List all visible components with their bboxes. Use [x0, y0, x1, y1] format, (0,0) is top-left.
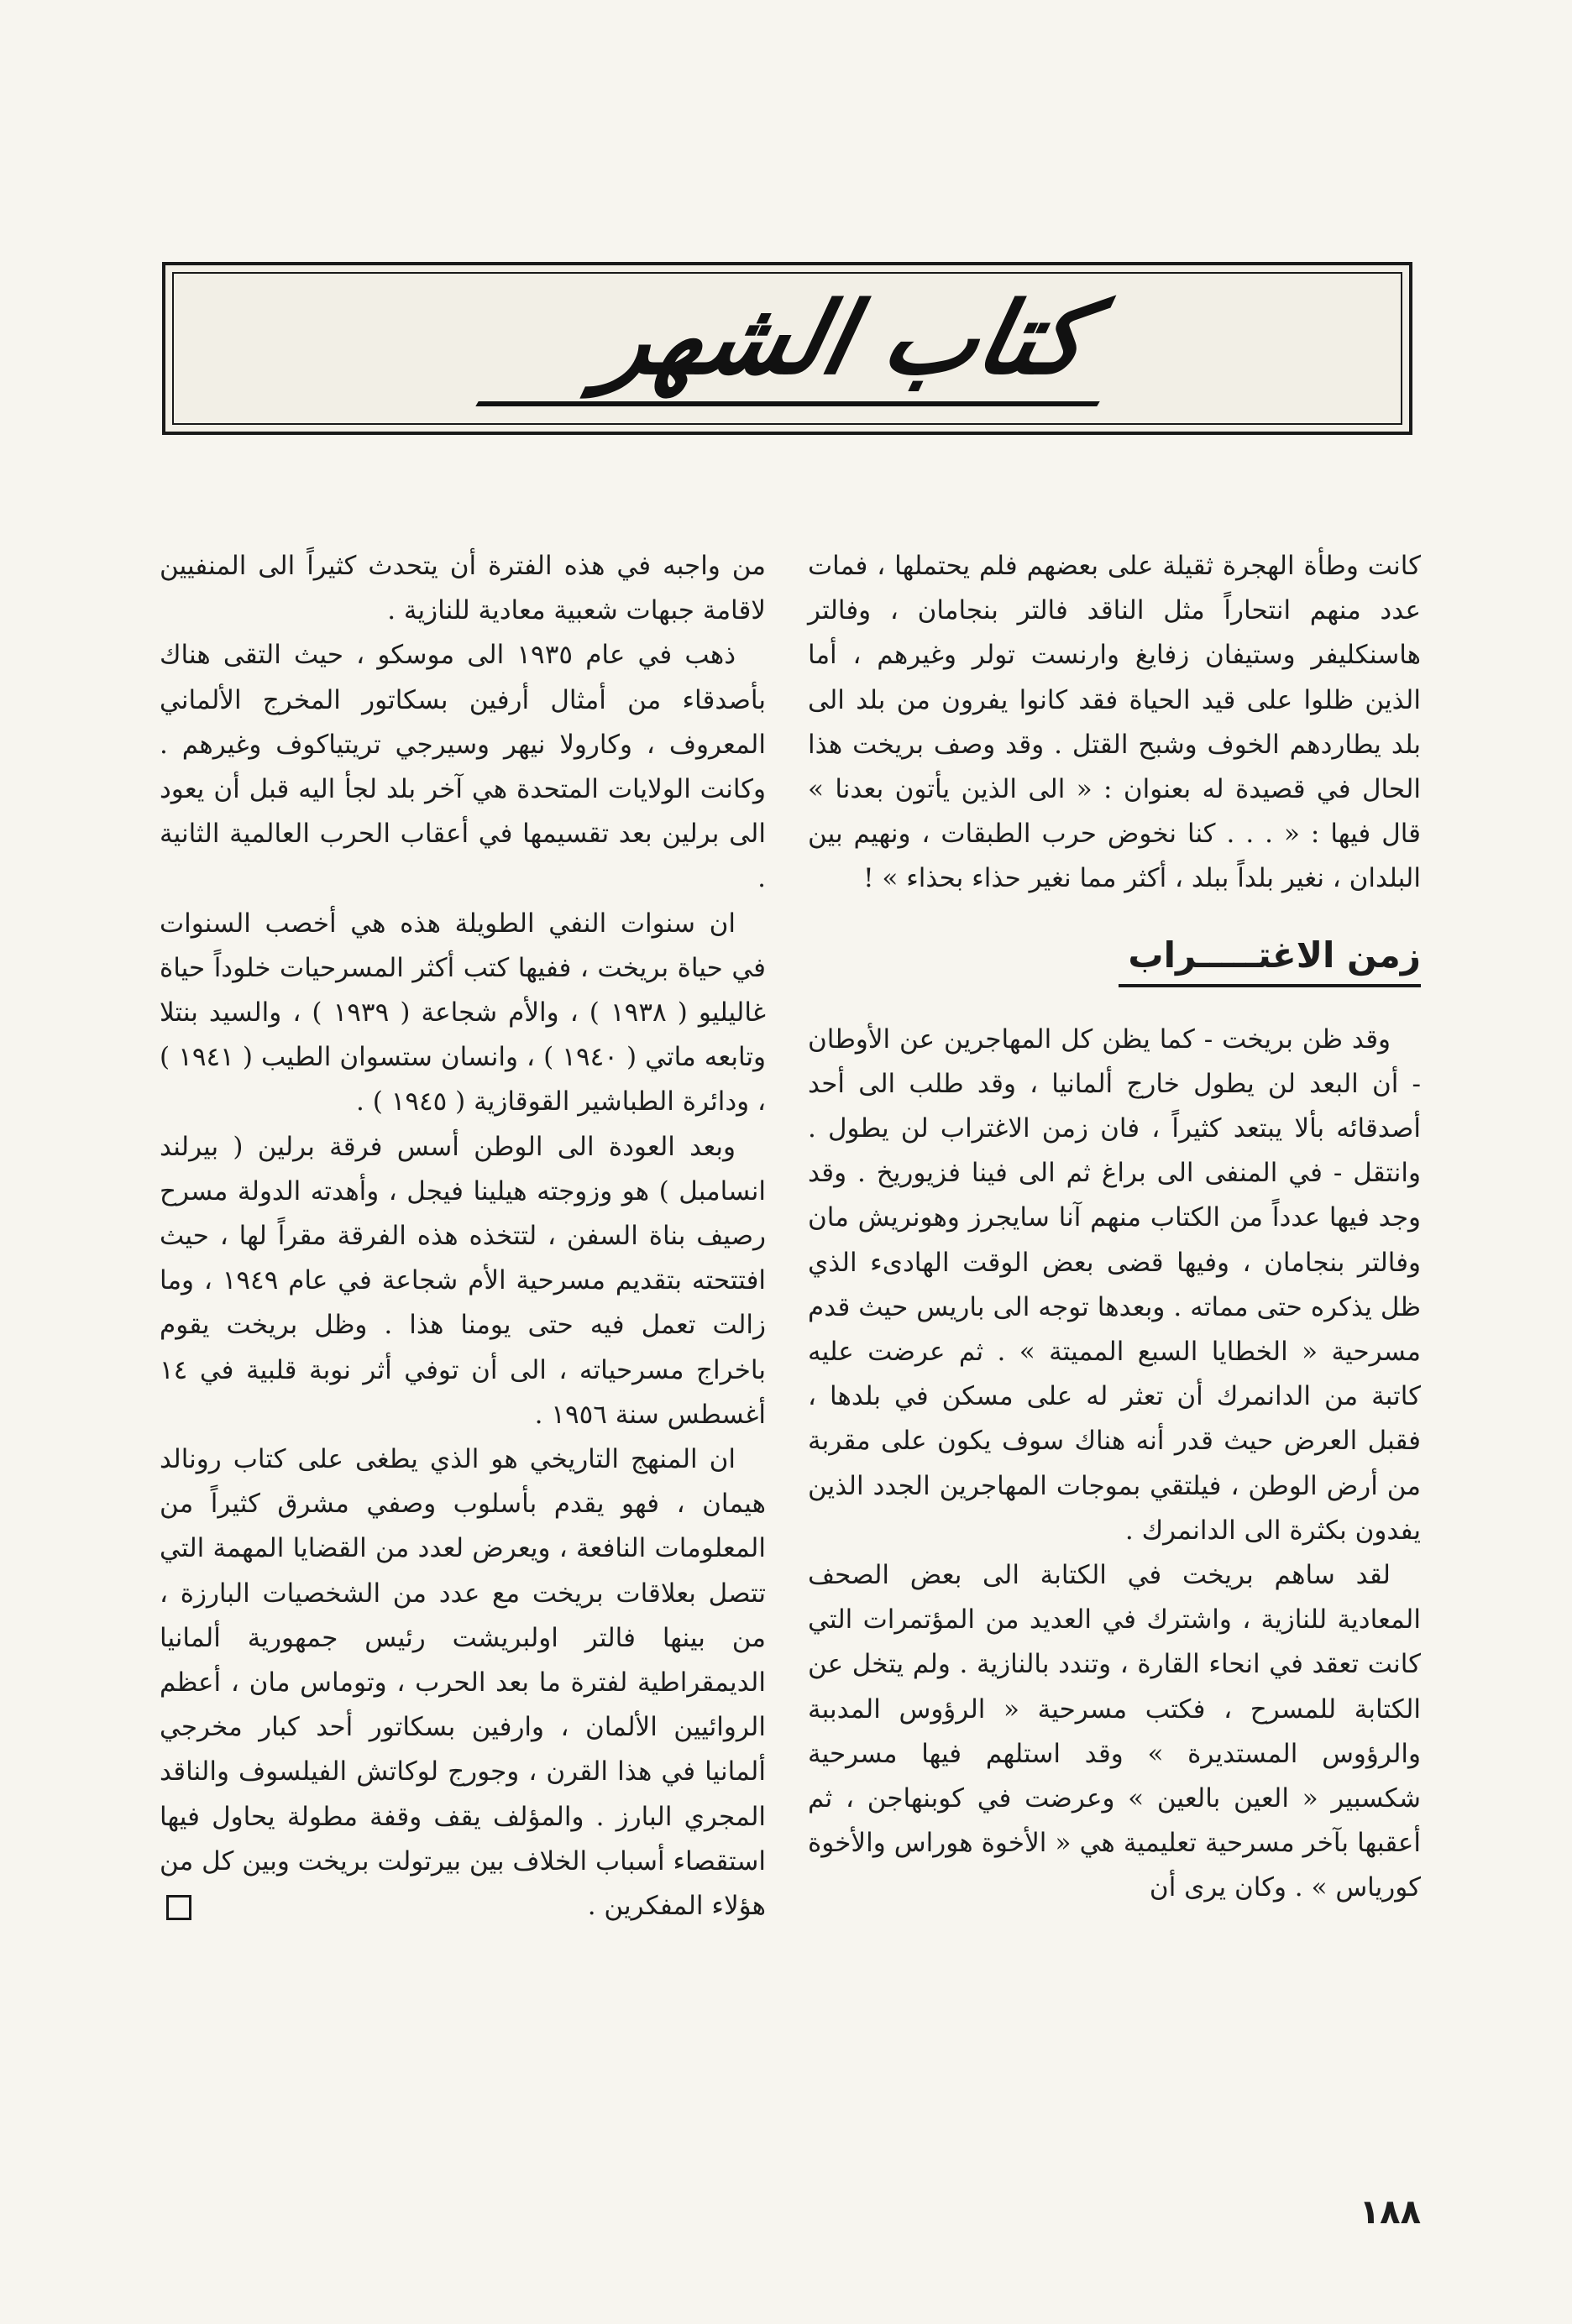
- page-number: ١٨٨: [1359, 2193, 1421, 2232]
- paragraph: وقد ظن بريخت - كما يظن كل المهاجرين عن الأوطان - أن البعد لن يطول خارج ألمانيا ، وقد طلب الى أحد أصدقائه بألا يبتعد كثيراً ، فان زمن الاغتراب لن يطول . وانتقل - في المنفى الى براغ ثم الى فينا فزيوريخ . وقد وجد فيها عدداً من الكتاب منهم آنا سايجرز وهونريش مان وفالتر بنجامان ، وفيها قضى بعض الوقت الهادىء الذي ظل يذكره حتى مماته . وبعدها توجه الى باريس حيث قدم مسرحية « الخطايا السبع المميتة » . ثم عرضت عليه كاتبة من الدانمرك أن تعثر له على مسكن في بلدها ، فقبل العرض حيث قدر أنه هناك سوف يكون على مقربة من أرض الوطن ، فيلتقي بموجات المهاجرين الجدد الذين يفدون بكثرة الى الدانمرك .: [808, 1023, 1421, 1546]
- paragraph: ذهب في عام ١٩٣٥ الى موسكو ، حيث التقى هناك بأصدقاء من أمثال أرفين بسكاتور المخرج الألماني المعروف ، وكارولا نيهر وسيرجي تريتياكوف وغيرهم . وكانت الولايات المتحدة هي آخر بلد لجأ اليه قبل أن يعود الى برلين بعد تقسيمها في أعقاب الحرب العالمية الثانية .: [160, 640, 766, 894]
- end-square-icon: [166, 1895, 191, 1920]
- banner-title: كتاب الشهر: [591, 280, 1098, 396]
- left-column: [160, 544, 766, 1929]
- paragraph: ان المنهج التاريخي هو الذي يطغى على كتاب رونالد هيمان ، فهو يقدم بأسلوب وصفي مشرق كثيراً من المعلومات النافعة ، ويعرض لعدد من القضايا المهمة التي تتصل بعلاقات بريخت مع عدد من الشخصيات البارزة ، من بينها فالتر اولبريشت رئيس جمهورية ألمانيا الديمقراطية لفترة ما بعد الحرب ، وتوماس مان ، أعظم الروائيين الألمان ، وارفين بسكاتور أحد كبار مخرجي ألمانيا في هذا القرن ، وجورج لوكاتش الفيلسوف والناقد المجري البارز . والمؤلف يقف وقفة مطولة يحاول فيها استقصاء أسباب الخلاف بين بيرتولت بريخت وبين كل من هؤلاء المفكرين .: [160, 1444, 766, 1922]
- banner-title-underline: [475, 401, 1099, 406]
- section-banner: [162, 262, 1412, 435]
- section-heading: زمن الاغتـــــراب: [1119, 930, 1421, 987]
- paragraph: كانت وطأة الهجرة ثقيلة على بعضهم فلم يحتملها ، فمات عدد منهم انتحاراً مثل الناقد فالتر بنجامان ، وفالتر هاسنكليفر وستيفان زفايغ وارنست تولر وغيرهم ، أما الذين ظلوا على قيد الحياة فقد كانوا يفرون من بلد الى بلد يطاردهم الخوف وشبح القتل . وقد وصف بريخت هذا الحال في قصيدة له بعنوان : « الى الذين يأتون بعدنا » قال فيها : « . . . كنا نخوض حرب الطبقات ، ونهيم بين البلدان ، نغير بلداً ببلد ، أكثر مما نغير حذاء بحذاء » !: [808, 551, 1421, 894]
- paragraph: لقد ساهم بريخت في الكتابة الى بعض الصحف المعادية للنازية ، واشترك في العديد من المؤتمرات التي كانت تعقد في انحاء القارة ، وتندد بالنازية . ولم يتخل عن الكتابة للمسرح ، فكتب مسرحية « الرؤوس المدببة والرؤوس المستديرة » وقد استلهم فيها مسرحية شكسبير « العين بالعين » وعرضت في كوبنهاجن ، ثم أعقبها بآخر مسرحية تعليمية هي « الأخوة هوراس والأخوة كورياس » . وكان يرى أن: [808, 1560, 1421, 1903]
- paragraph: ان سنوات النفي الطويلة هذه هي أخصب السنوات في حياة بريخت ، ففيها كتب أكثر المسرحيات خلوداً حياة غاليليو ( ١٩٣٨ ) ، والأم شجاعة ( ١٩٣٩ ) ، والسيد بنتلا وتابعه ماتي ( ١٩٤٠ ) ، وانسان ستسوان الطيب ( ١٩٤١ ) ، ودائرة الطباشير القوقازية ( ١٩٤٥ ) .: [160, 908, 767, 1118]
- paragraph: من واجبه في هذه الفترة أن يتحدث كثيراً الى المنفيين لاقامة جبهات شعبية معادية للنازية .: [160, 551, 766, 626]
- right-column: [808, 544, 1421, 1911]
- paragraph: وبعد العودة الى الوطن أسس فرقة برلين ( بيرلند انسامبل ) هو وزوجته هيلينا فيجل ، وأهدته الدولة مسرح رصيف بناة السفن ، لتتخذه هذه الفرقة مقراً لها ، حيث افتتحته بتقديم مسرحية الأم شجاعة في عام ١٩٤٩ ، وما زالت تعمل فيه حتى يومنا هذا . وظل بريخت يقوم باخراج مسرحياته ، الى أن توفي أثر نوبة قلبية في ١٤ أغسطس سنة ١٩٥٦ .: [160, 1131, 766, 1430]
